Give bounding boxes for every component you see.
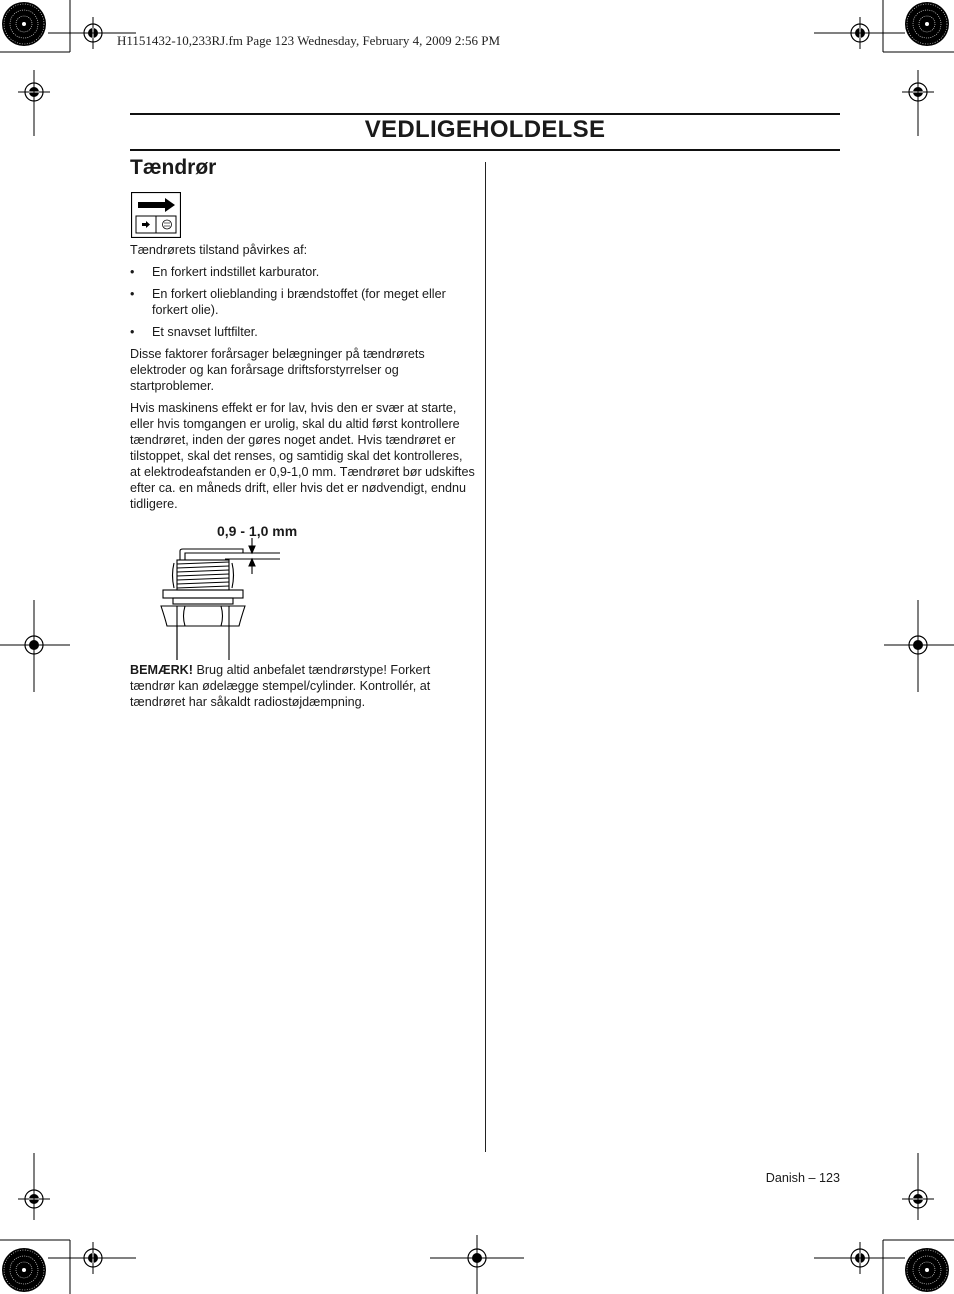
spark-plug-gap-label: 0,9 - 1,0 mm [217, 523, 298, 539]
intro-text: Tændrørets tilstand påvirkes af: [130, 243, 308, 257]
note-text: Brug altid anbefalet tændrørstype! Forkert tændrør kan ødelægge stempel/cylinder. Kontrollér, at tændrøret har såkaldt radiostøjdæmpning. [130, 663, 431, 709]
bullet-symbol: • [130, 325, 135, 339]
note-label: BEMÆRK! [130, 663, 193, 677]
page-title: VEDLIGEHOLDELSE [364, 116, 606, 143]
file-info-header: H1151432-10,233RJ.fm Page 123 Wednesday, February 4, 2009 2:56 PM [117, 33, 501, 48]
list-item-text: Et snavset luftfilter. [152, 325, 258, 339]
list-item-text: En forkert olieblanding i brændstoffet (for meget eller forkert olie). [152, 287, 446, 317]
title-rule-top [130, 113, 840, 115]
column-divider [485, 162, 486, 1152]
bullet-symbol: • [130, 265, 135, 279]
maintenance-schedule-icon [131, 192, 181, 243]
paragraph-instructions: Hvis maskinens effekt er for lav, hvis den er svær at starte, eller hvis tomgangen er urolig, skal du altid først kontrollere tændrøret, inden der gøres noget andet. Hvis tændrøret er tilstoppet, skal det renses, og samtidig skal det kontrolleres, at elektrodeafstanden er 0,9-1,0 mm. Tændrøret bør udskiftes efter ca. en måneds drift, eller hvis det er nødvendigt, endnu tidligere. [130, 401, 475, 511]
title-rule-bottom [130, 149, 840, 151]
page-footer: Danish – 123 [765, 1171, 840, 1185]
section-title: Tændrør [130, 156, 217, 179]
spark-plug-illustration [155, 536, 285, 665]
list-item-text: En forkert indstillet karburator. [152, 265, 320, 279]
bullet-symbol: • [130, 287, 135, 301]
paragraph-causes: Disse faktorer forårsager belægninger på tændrørets elektroder og kan forårsage driftsforstyrrelser og startproblemer. [130, 347, 425, 393]
note-paragraph [130, 662, 475, 710]
